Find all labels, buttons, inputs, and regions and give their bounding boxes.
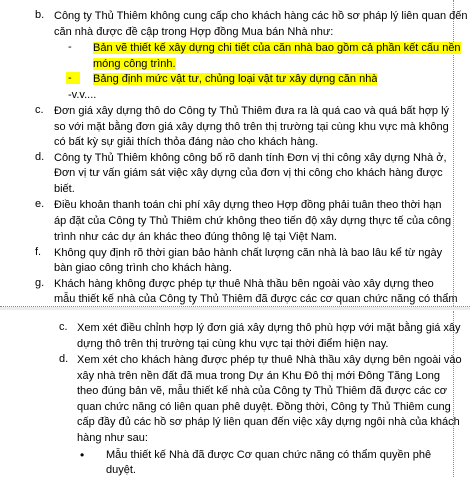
proposal-item-d-line-2: xây nhà trên nền đất đã mua trong Dự án Khu Đô thị mới Đông Tăng Long (77, 370, 440, 382)
list-item-e-line-3: trình như các dự án khác theo đúng thông lệ tại Việt Nam. (54, 231, 337, 243)
list-item-e-line-2: áp đặt của Công ty Thủ Thiêm chứ không theo tiến độ xây dựng thực tế của công (54, 215, 452, 227)
list-item-d-line-2: Đơn vị tư vấn giám sát việc xây dựng của đơn vị thi công cho khách hàng được (54, 167, 443, 179)
proposal-item-d-line-5: cấp đầy đủ các hồ sơ pháp lý liên quan đến việc xây dựng ngôi nhà của khách (77, 416, 460, 428)
bullet-item-line-2: duyệt. (106, 464, 136, 476)
proposal-item-d-line-4: quan chức năng có liên quan phê duyệt. Đồng thời, Công ty Thủ Thiêm cung (77, 401, 451, 413)
list-item-b-line-1: Công ty Thủ Thiêm không cung cấp cho khách hàng các hồ sơ pháp lý liên quan đến (54, 10, 468, 22)
proposal-marker-c: c. (59, 321, 68, 333)
list-item-g-line-2: mẫu thiết kế nhà của Công ty Thủ Thiêm đã được các cơ quan chức năng có thẩm (54, 293, 458, 305)
list-item-g-line-1: Khách hàng không được phép tự thuê Nhà thầu bên ngoài vào xây dựng theo (54, 278, 434, 290)
highlighted-text: Bảng định mức vật tư, chủng loại vật tư xây dựng căn nhà (93, 73, 378, 85)
list-marker-e: e. (35, 198, 45, 210)
etc-text: -v.v.... (68, 89, 97, 101)
proposal-marker-d: d. (59, 353, 69, 365)
highlighted-text: móng công trình. (93, 58, 176, 70)
list-marker-f: f. (35, 246, 42, 258)
list-item-d-line-3: biết. (54, 183, 75, 195)
list-item-b-line-2: căn nhà được đề cập trong Hợp đồng Mua bán Nhà như: (54, 26, 334, 38)
list-item-f-line-2: bàn giao công trình cho khách hàng. (54, 262, 232, 274)
list-item-c-line-3: có bất kỳ sự giải thích thỏa đáng nào cho khách hàng. (54, 136, 319, 148)
proposal-item-d-line-6: hàng như sau: (77, 432, 148, 444)
list-marker-b: b. (35, 9, 45, 21)
proposal-item-c-line-1: Xem xét điều chỉnh hợp lý đơn giá xây dựng thô phù hợp với mặt bằng giá xây (77, 322, 461, 334)
list-item-e-line-1: Điều khoản thanh toán chi phí xây dựng theo Hợp đồng phải tuân theo thời hạn (54, 199, 442, 211)
sub-dash-2: - (66, 72, 80, 84)
bullet-item-line-1: Mẫu thiết kế Nhà đã được Cơ quan chức năng có thẩm quyền phê (106, 449, 432, 461)
proposal-item-d-line-1: Xem xét cho khách hàng được phép tự thuê Nhà thầu xây dựng bên ngoài vào (77, 354, 462, 366)
list-item-c-line-1: Đơn giá xây dựng thô do Công ty Thủ Thiêm đưa ra là quá cao và quá bất hợp lý (54, 105, 450, 117)
list-marker-d: d. (35, 151, 45, 163)
sub-item-1-line-2 (93, 57, 176, 73)
proposal-item-d-line-3: theo đúng bản vẽ, mẫu thiết kế nhà của Công ty Thủ Thiêm đã được các cơ (77, 385, 447, 397)
list-item-d-line-1: Công ty Thủ Thiêm không công bố rõ danh tính Đơn vị thi công xây dựng Nhà ở, (54, 152, 447, 164)
list-item-f-line-1: Không quy định rõ thời gian bảo hành chất lượng căn nhà là bao lâu kể từ ngày (54, 247, 443, 259)
proposal-item-c-line-2: dựng thô trên thị trường tại cùng khu vực tại thời điểm hiện nay. (77, 338, 389, 350)
list-item-c-line-2: so với mặt bằng đơn giá xây dựng thô trên thị trường tại cùng khu vực mà không (54, 121, 449, 133)
sub-dash-1: - (68, 41, 72, 53)
highlighted-text: Bản vẽ thiết kế xây dựng chi tiết của căn nhà bao gồm cả phần kết cấu nền (93, 42, 461, 54)
bullet-marker: • (80, 448, 85, 462)
sub-item-2-line-1 (93, 72, 377, 88)
list-marker-g: g. (35, 277, 45, 289)
sub-item-1-line-1 (93, 41, 461, 57)
list-marker-c: c. (35, 104, 44, 116)
